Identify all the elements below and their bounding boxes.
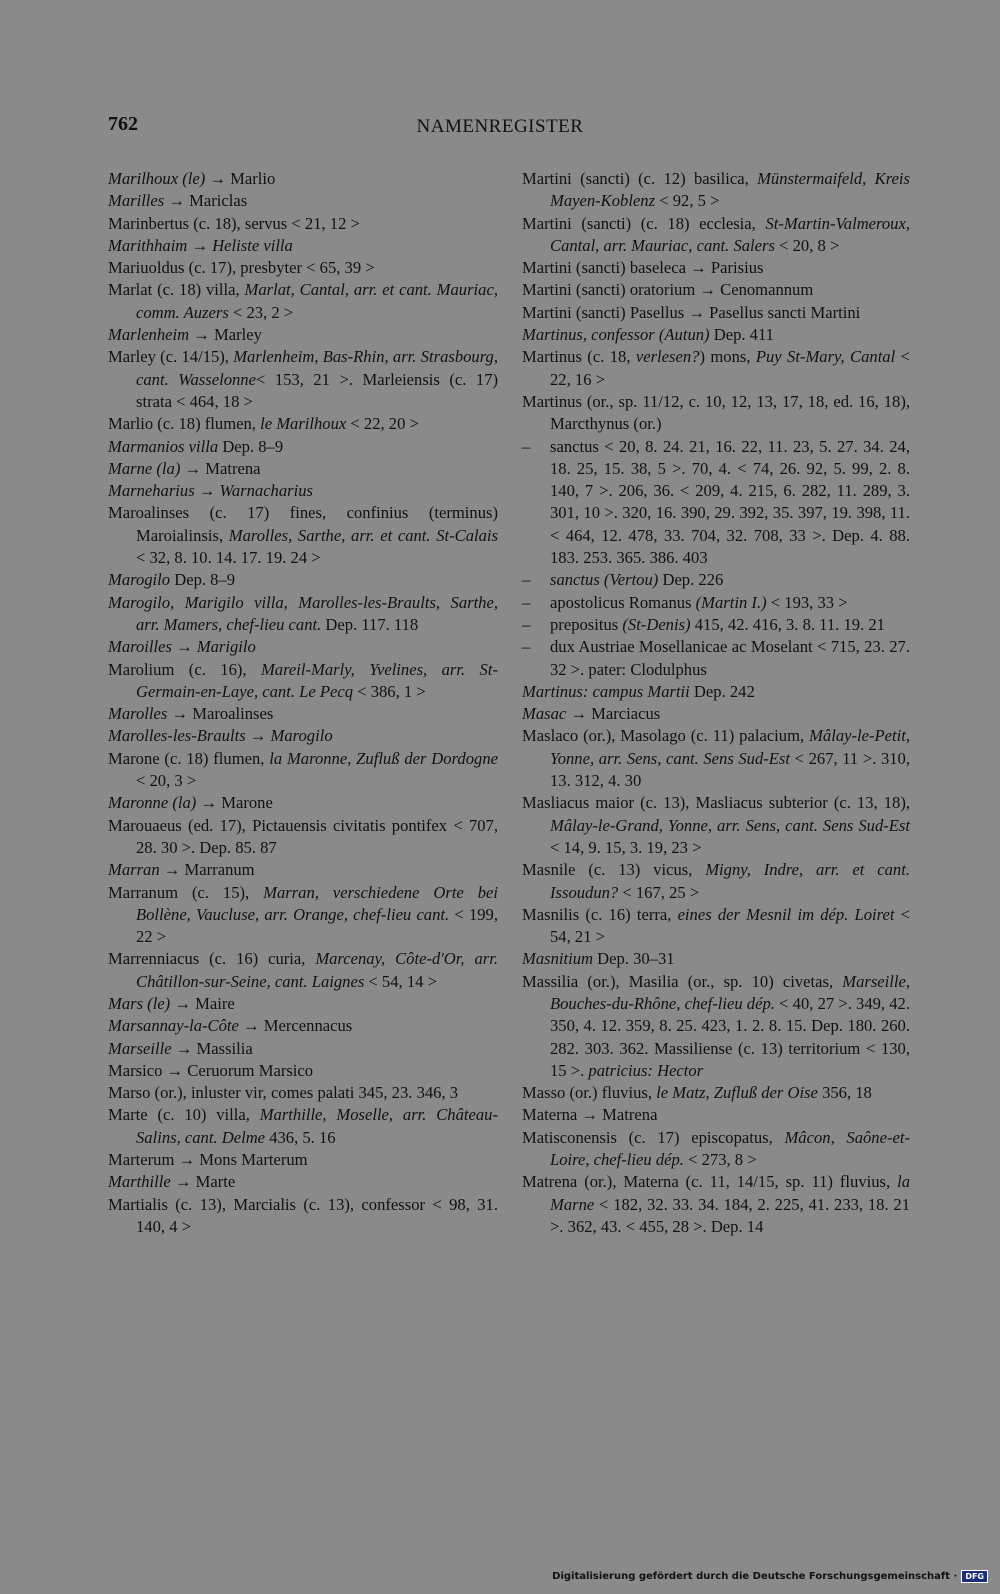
entry-text: Martinus (or., sp. 11/12, c. 10, 12, 13, 17, 18, ed. 16, 18), Marcthynus (or.)	[522, 391, 910, 434]
index-entry	[522, 725, 910, 792]
entry-text: Marrenniacus (c. 16) curia,	[108, 949, 316, 969]
entry-text: Martinus, confessor (Autun)	[522, 325, 710, 345]
entry-text: Dep. 30–31	[593, 949, 675, 969]
index-column-right	[522, 168, 910, 1238]
index-entry	[522, 168, 910, 213]
entry-text: Maslaco (or.), Masolago (c. 11) palacium,	[522, 726, 810, 746]
entry-text: Marogilo	[270, 726, 333, 746]
entry-text: le Matz, Zufluß der Oise	[656, 1083, 818, 1103]
entry-text: Masac	[522, 704, 567, 724]
entry-text: Marran	[108, 860, 160, 880]
entry-text: Martialis (c. 13), Marcialis (c. 13), confessor < 98, 31. 140, 4 >	[108, 1194, 498, 1236]
index-entry	[108, 436, 498, 458]
entry-text: Dep. 226	[658, 570, 724, 590]
entry-text: < 22, 16 >	[550, 347, 910, 389]
entry-text: Marlat (c. 18) villa,	[108, 280, 245, 300]
index-entry	[522, 302, 910, 324]
entry-text: Puy St-Mary, Cantal	[755, 347, 896, 367]
entry-text: Matrena (or.), Materna (c. 11, 14/15, sp. 11) fluvius,	[522, 1172, 898, 1192]
entry-text: la Maronne, Zufluß der Dordogne	[269, 748, 498, 768]
entry-text: Marthille	[108, 1172, 171, 1192]
entry-text: Marolium (c. 16),	[108, 659, 261, 679]
index-entry	[522, 1171, 910, 1238]
entry-text: Warnacharius	[219, 481, 313, 501]
entry-text: Marran, verschiedene Orte bei Bollène, Vaucluse, arr. Orange, chef-lieu cant.	[136, 882, 498, 924]
index-entry	[108, 948, 498, 993]
entry-text: Marlenheim, Bas-Rhin, arr. Strasbourg, cant. Wasselonne	[136, 347, 499, 389]
index-entry	[108, 748, 498, 793]
index-entry	[108, 725, 498, 747]
index-entry	[108, 1060, 498, 1082]
entry-text: Marolles, Sarthe, arr. et cant. St-Calais	[228, 525, 498, 545]
entry-text: Materna → Matrena	[522, 1105, 658, 1125]
index-entry	[522, 324, 910, 346]
index-entry	[108, 413, 498, 435]
index-entry	[108, 1038, 498, 1060]
index-entry	[522, 636, 910, 681]
index-entry	[108, 458, 498, 480]
index-entry	[108, 502, 498, 569]
entry-text: eines der Mesnil im dép. Loiret	[677, 904, 895, 924]
entry-text: Masnilis (c. 16) terra,	[522, 904, 678, 924]
index-entry	[522, 948, 910, 970]
running-head: NAMENREGISTER	[416, 116, 584, 137]
entry-text: Marthille, Moselle, arr. Château-Salins, cant. Delme	[136, 1105, 498, 1147]
entry-text: < 193, 33 >	[766, 592, 848, 612]
index-entry	[108, 257, 498, 279]
index-entry	[522, 1127, 910, 1172]
index-entry	[522, 614, 910, 636]
index-entry	[522, 792, 910, 859]
entry-text: Marolles-les-Braults	[108, 726, 246, 746]
entry-text: < 20, 3 >	[136, 771, 197, 791]
entry-text: → Maire	[170, 993, 235, 1013]
entry-text: < 167, 25 >	[618, 882, 700, 902]
entry-text: Martinus (c. 18,	[522, 347, 636, 367]
entry-text: → Mariclas	[164, 191, 248, 211]
page-number: 762	[108, 113, 138, 135]
entry-dash: –	[522, 592, 531, 612]
entry-text: Mars (le)	[108, 993, 171, 1013]
entry-text: verlesen?	[635, 347, 700, 367]
index-entry	[108, 569, 498, 591]
index-entry	[108, 324, 498, 346]
index-entry	[522, 436, 910, 570]
entry-text: Dep. 411	[709, 325, 774, 345]
entry-text: Marogilo	[108, 570, 171, 590]
entry-text: → Marranum	[159, 860, 255, 880]
index-entry	[108, 636, 498, 658]
entry-text: Marte (c. 10) villa,	[108, 1105, 260, 1125]
entry-text: Dep. 8–9	[218, 436, 284, 456]
index-entry	[108, 480, 498, 502]
entry-dash: –	[522, 436, 531, 456]
entry-text: < 182, 32. 33. 34. 184, 2. 225, 41. 233, 18. 21 >. 362, 43. < 455, 28 >. Dep. 14	[550, 1194, 910, 1236]
entry-text: 436, 5. 16	[265, 1127, 336, 1147]
entry-text: Marilles	[108, 191, 165, 211]
index-entry	[108, 213, 498, 235]
entry-text: Dep. 117. 118	[321, 614, 419, 634]
entry-text: Marseille	[108, 1038, 172, 1058]
index-entry	[108, 882, 498, 949]
entry-text: < 386, 1 >	[353, 681, 426, 701]
entry-text: → Mercennacus	[238, 1016, 353, 1036]
entry-text: < 153, 21 >. Marleiensis (c. 17) strata < 464, 18 >	[136, 369, 499, 411]
entry-text: Martini (sancti) oratorium → Cenomannum	[522, 280, 814, 300]
index-entry	[522, 257, 910, 279]
index-entry	[108, 1149, 498, 1171]
entry-text: →	[187, 235, 213, 255]
entry-text: → Matrena	[180, 458, 261, 478]
entry-text: Marolles	[108, 704, 168, 724]
entry-dash: –	[522, 614, 531, 634]
entry-text: Marranum (c. 15),	[108, 882, 264, 902]
index-entry	[108, 1194, 498, 1239]
footer-credit: Digitalisierung gefördert durch die Deutsche Forschungsgemeinschaft ·	[552, 1571, 958, 1582]
entry-text: Marlio (c. 18) flumen,	[108, 414, 261, 434]
entry-text: Dep. 242	[689, 681, 755, 701]
index-entry	[108, 279, 498, 324]
entry-dash: –	[522, 570, 531, 590]
entry-text: Marogilo, Marigilo villa, Marolles-les-Braults, Sarthe, arr. Mamers, chef-lieu cant.	[108, 592, 498, 634]
index-entry	[522, 592, 910, 614]
entry-text: < 22, 20 >	[346, 414, 419, 434]
index-entry	[108, 993, 498, 1015]
entry-text: < 23, 2 >	[228, 302, 294, 322]
index-entry	[522, 279, 910, 301]
entry-text: Marsannay-la-Côte	[108, 1016, 239, 1036]
index-entry	[522, 859, 910, 904]
entry-text: prepositus	[550, 614, 623, 634]
entry-text: Martini (sancti) baseleca → Parisius	[522, 258, 764, 278]
entry-text: → Massilia	[171, 1038, 253, 1058]
entry-text: < 267, 11 >. 310, 13. 312, 4. 30	[550, 748, 910, 791]
entry-text: Marne (la)	[108, 458, 181, 478]
index-entry	[108, 1082, 498, 1104]
index-entry	[522, 703, 910, 725]
entry-text: Marlenheim	[108, 325, 190, 345]
index-entry	[522, 681, 910, 703]
entry-text: sanctus < 20, 8. 24. 21, 16. 22, 11. 23, 5. 27. 34. 24, 18. 25, 15. 38, 5 >. 70, 4. < 74, 26. 92, 5. 99, 2. 8. 140, 7 >. 206, 36. < 209, 4. 215, 6. 282, 11. 289, 3. 301, 10 >. 320, 16. 390, 29. 392, 35. 397, 19. 398, 11. < 464, 12. 478, 33. 704, 32. 708, 33 >. Dep. 4. 88. 183. 253. 365. 386. 403	[550, 436, 910, 568]
entry-text: 415, 42. 416, 3. 8. 11. 19. 21	[690, 614, 885, 634]
entry-text: Massilia (or.), Masilia (or., sp. 10) civetas,	[522, 971, 843, 991]
entry-text: (St-Denis)	[622, 614, 691, 634]
index-entry	[108, 1171, 498, 1193]
index-entry	[522, 391, 910, 436]
entry-text: dux Austriae Mosellanicae ac Moselant < 715, 23. 27. 32 >. pater: Clodulphus	[550, 637, 910, 679]
entry-text: patricius: Hector	[588, 1060, 704, 1080]
entry-text: Marigilo	[196, 637, 256, 657]
index-entry	[108, 1015, 498, 1037]
entry-text: Maronne (la)	[108, 793, 197, 813]
entry-text: Mariuoldus (c. 17), presbyter < 65, 39 >	[108, 258, 375, 278]
entry-text: Masnile (c. 13) vicus,	[522, 860, 706, 880]
entry-text: → Marte	[170, 1172, 236, 1192]
entry-text: Martini (sancti) (c. 12) basilica,	[522, 169, 758, 188]
entry-text: Marlat, Cantal, arr. et cant. Mauriac, comm. Auzers	[136, 280, 498, 322]
index-entry	[522, 1082, 910, 1104]
entry-text: → Marlio	[205, 169, 276, 188]
entry-text: Mâlay-le-Petit, Yonne, arr. Sens, cant. Sens Sud-Est	[550, 726, 910, 768]
entry-text: Marseille, Bouches-du-Rhône, chef-lieu dép.	[550, 971, 910, 1013]
dfg-logo: DFG	[961, 1570, 988, 1583]
index-entry	[108, 235, 498, 257]
entry-text: Marouaeus (ed. 17), Pictauensis civitatis pontifex < 707, 28. 30 >. Dep. 85. 87	[108, 815, 498, 857]
entry-text: Mâlay-le-Grand, Yonne, arr. Sens, cant. Sens Sud-Est	[550, 815, 910, 835]
entry-text: le Marilhoux	[260, 414, 347, 434]
entry-text: Masso (or.) fluvius,	[522, 1083, 657, 1103]
entry-text: < 20, 8 >	[774, 235, 840, 255]
entry-text: < 32, 8. 10. 14. 17. 19. 24 >	[136, 548, 321, 568]
entry-text: Masliacus maior (c. 13), Masliacus subterior (c. 13, 18),	[522, 793, 910, 813]
entry-text: Maroilles	[108, 637, 172, 657]
index-entry	[108, 168, 498, 190]
entry-text: Masnitium	[522, 949, 593, 969]
entry-text: < 54, 14 >	[364, 971, 437, 991]
index-entry	[522, 569, 910, 591]
entry-text: Martinus: campus Martii	[522, 681, 690, 701]
index-column-left	[108, 168, 498, 1238]
entry-text: sanctus (Vertou)	[550, 570, 659, 590]
footer	[552, 1570, 988, 1583]
entry-text: < 92, 5 >	[655, 191, 720, 211]
entry-text: Migny, Indre, arr. et cant. Issoudun?	[550, 860, 910, 902]
entry-text: Martini (sancti) (c. 18) ecclesia,	[522, 213, 766, 233]
index-entry	[108, 815, 498, 860]
entry-text: Marilhoux (le)	[108, 169, 206, 188]
entry-text: Marsico → Ceruorum Marsico	[108, 1060, 314, 1080]
entry-text: Marone (c. 18) flumen,	[108, 748, 270, 768]
index-entry	[522, 346, 910, 391]
entry-text: Marinbertus (c. 18), servus < 21, 12 >	[108, 213, 360, 233]
entry-text: Mâcon, Saône-et-Loire, chef-lieu dép.	[550, 1127, 910, 1170]
index-entry	[522, 971, 910, 1082]
index-entry	[108, 346, 498, 413]
entry-text: < 273, 8 >	[683, 1150, 757, 1170]
entry-text: Mareil-Marly, Yvelines, arr. St-Germain-en-Laye, cant. Le Pecq	[136, 659, 498, 701]
entry-text: la Marne	[550, 1172, 910, 1214]
entry-text: (Martin I.)	[695, 592, 767, 612]
index-entry	[108, 792, 498, 814]
entry-text: < 14, 9. 15, 3. 19, 23 >	[550, 837, 702, 857]
entry-text: St-Martin-Valmeroux, Cantal, arr. Mauriac, cant. Salers	[550, 213, 910, 255]
index-entry	[108, 592, 498, 637]
entry-text: →	[171, 637, 197, 657]
entry-text: → Marley	[189, 325, 262, 345]
entry-text: Marley (c. 14/15),	[108, 347, 234, 367]
entry-text: Marso (or.), inluster vir, comes palati 345, 23. 346, 3	[108, 1083, 459, 1103]
index-entry	[522, 213, 910, 258]
entry-text: →	[194, 481, 220, 501]
entry-text: Matisconensis (c. 17) episcopatus,	[522, 1127, 785, 1147]
entry-text: Marcenay, Côte-d'Or, arr. Châtillon-sur-Seine, cant. Laignes	[136, 949, 498, 991]
entry-text: Münstermaifeld, Kreis Mayen-Koblenz	[550, 169, 910, 211]
entry-text: 356, 18	[817, 1083, 872, 1103]
entry-text: → Marciacus	[566, 704, 661, 724]
entry-text: → Maroalinses	[167, 704, 274, 724]
index-entry	[108, 703, 498, 725]
entry-text: < 54, 21 >	[550, 904, 910, 947]
entry-text: apostolicus Romanus	[550, 592, 696, 612]
index-entry	[108, 1104, 498, 1149]
index-entry	[522, 904, 910, 949]
entry-text: Marithhaim	[108, 235, 188, 255]
entry-text: ) mons,	[699, 347, 756, 367]
entry-text: Marterum → Mons Marterum	[108, 1150, 308, 1170]
entry-text: Martini (sancti) Pasellus → Pasellus sancti Martini	[522, 302, 861, 322]
entry-text: Heliste villa	[212, 235, 293, 255]
entry-text: Marneharius	[108, 481, 195, 501]
entry-text: → Marone	[196, 793, 273, 813]
entry-text: Maroalinses (c. 17) fines, confinius (terminus) Maroialinsis,	[108, 503, 498, 545]
entry-text: Dep. 8–9	[170, 570, 236, 590]
entry-text: Marmanios villa	[108, 436, 219, 456]
index-entry	[108, 859, 498, 881]
entry-text: < 40, 27 >. 349, 42. 350, 4. 12. 359, 8. 25. 423, 1. 2. 8. 15. Dep. 180. 260. 282. 303. 362. Massiliense (c. 13) territorium < 130, 15 >.	[550, 993, 910, 1080]
index-entry	[108, 659, 498, 704]
entry-text: < 199, 22 >	[136, 904, 498, 947]
entry-text: →	[245, 726, 271, 746]
entry-dash: –	[522, 637, 531, 657]
index-entry	[108, 190, 498, 212]
index-entry	[522, 1104, 910, 1126]
